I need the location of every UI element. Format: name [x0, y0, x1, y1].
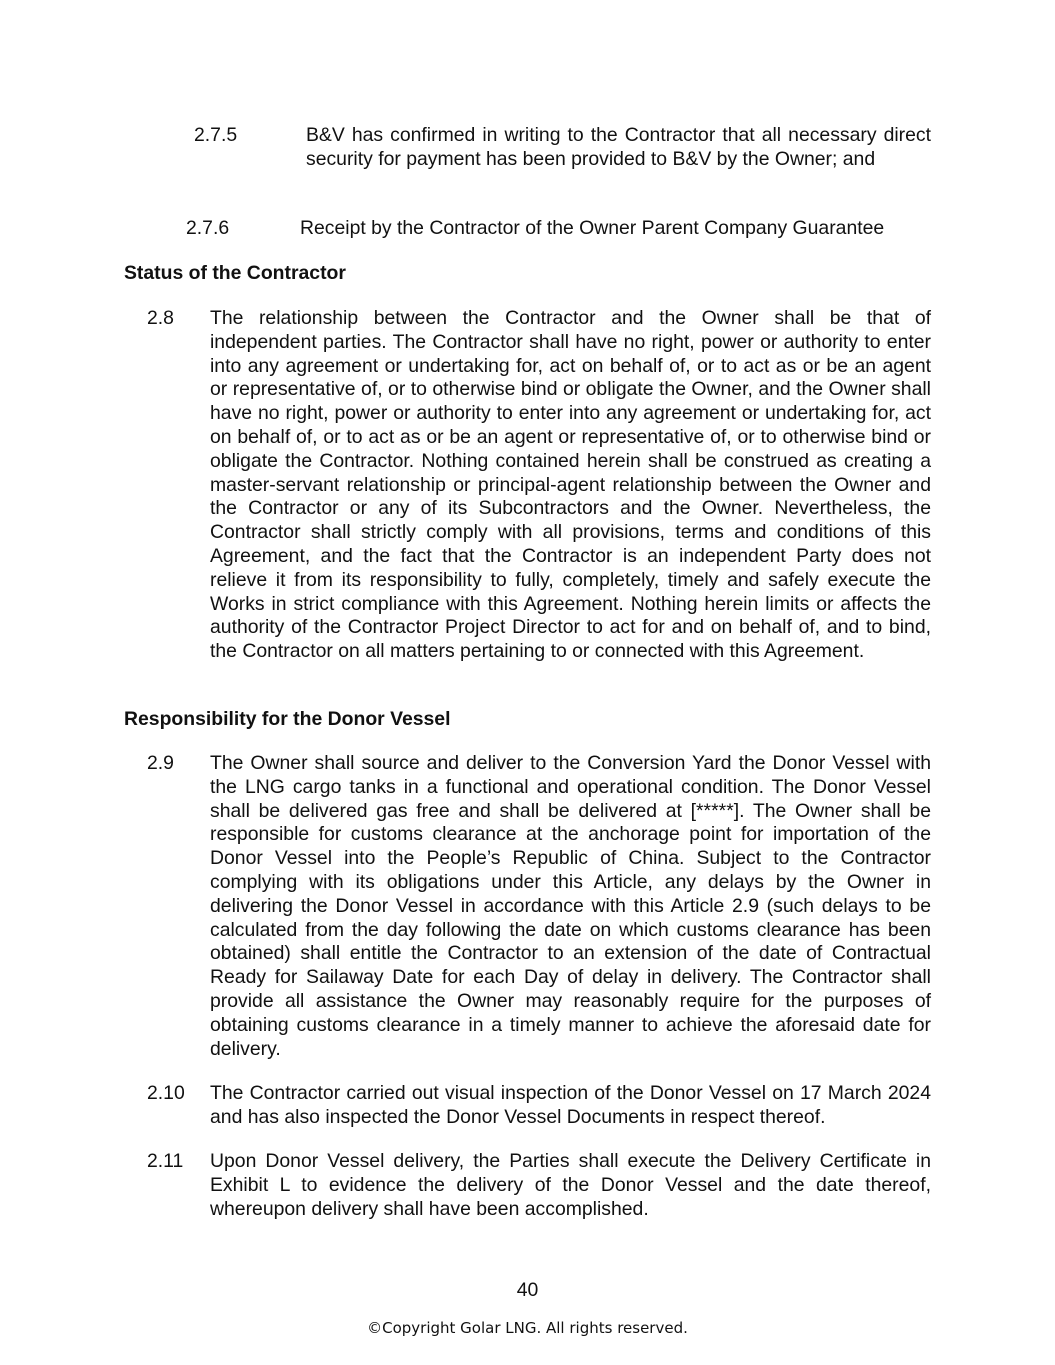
clause-2-10 [0, 1082, 1055, 1132]
clause-number: 2.7.5 [194, 124, 238, 146]
clause-2-8 [0, 307, 1055, 692]
section-heading-status: Status of the Contractor [124, 262, 346, 284]
section-heading-responsibility: Responsibility for the Donor Vessel [124, 708, 451, 730]
clause-2-7-5 [0, 124, 1055, 199]
clause-text: B&V has confirmed in writing to the Contractor that all necessary direct security for payment has been provided to B&V by the Owner; and [306, 124, 931, 170]
clause-number: 2.9 [147, 752, 174, 774]
copyright-notice: ©Copyright Golar LNG. All rights reserved. [367, 1319, 688, 1337]
clause-2-11 [0, 1150, 1055, 1225]
clause-text: The Owner shall source and deliver to the Conversion Yard the Donor Vessel with the LNG cargo tanks in a functional and operational condition. The Donor Vessel shall be delivered gas free and shall be delivered at [*****]. The Owner shall be responsible for customs clearance at the anchorage point for importation of the Donor Vessel into the People’s Republic of China. Subject to the Contractor complying with its obligations under this Article, any delays by the Owner in delivering the Donor Vessel in accordance with this Article 2.9 (such delays to be calculated from the day following the date on which customs clearance has been obtained) shall entitle the Contractor to an extension of the date of Contractual Ready for Sailaway Date for each Day of delay in delivery. The Contractor shall provide all assistance the Owner may reasonably require for the purposes of obtaining customs clearance in a timely manner to achieve the aforesaid date for delivery. [210, 752, 931, 1060]
clause-text: The Contractor carried out visual inspection of the Donor Vessel on 17 March 2024 and has also inspected the Donor Vessel Documents in respect thereof. [210, 1082, 931, 1128]
clause-number: 2.7.6 [186, 217, 230, 239]
clause-text: Upon Donor Vessel delivery, the Parties shall execute the Delivery Certificate in Exhibit L to evidence the delivery of the Donor Vessel and the date thereof, whereupon delivery shall have been accomplished. [210, 1150, 931, 1220]
clause-number: 2.8 [147, 307, 174, 329]
page-number: 40 [516, 1279, 539, 1301]
clause-text: Receipt by the Contractor of the Owner Parent Company Guarantee [300, 217, 885, 239]
clause-2-7-6 [0, 217, 1055, 243]
clause-text: The relationship between the Contractor and the Owner shall be that of independent parties. The Contractor shall have no right, power or authority to enter into any agreement or undertaking for, act on behalf of, or to act as or be an agent or representative of, or to otherwise bind or obligate the Owner, and the Owner shall have no right, power or authority to enter into any agreement or undertaking for, act on behalf of, or to act as or be an agent or representative of, or to otherwise bind or obligate the Contractor. Nothing contained herein shall be construed as creating a master-servant relationship or principal-agent relationship between the Owner and the Contractor or any of its Subcontractors and the Owner. Nevertheless, the Contractor shall strictly comply with all provisions, terms and conditions of this Agreement, and the fact that the Contractor is an independent Party does not relieve it from its responsibility to fully, completely, timely and safely execute the Works in strict compliance with this Agreement. Nothing herein limits or affects the authority of the Contractor Project Director to act for and on behalf of, and to bind, the Contractor on all matters pertaining to or connected with this Agreement. [210, 307, 931, 663]
clause-number: 2.10 [147, 1082, 185, 1104]
clause-2-9 [0, 752, 1055, 1067]
clause-number: 2.11 [147, 1150, 184, 1172]
